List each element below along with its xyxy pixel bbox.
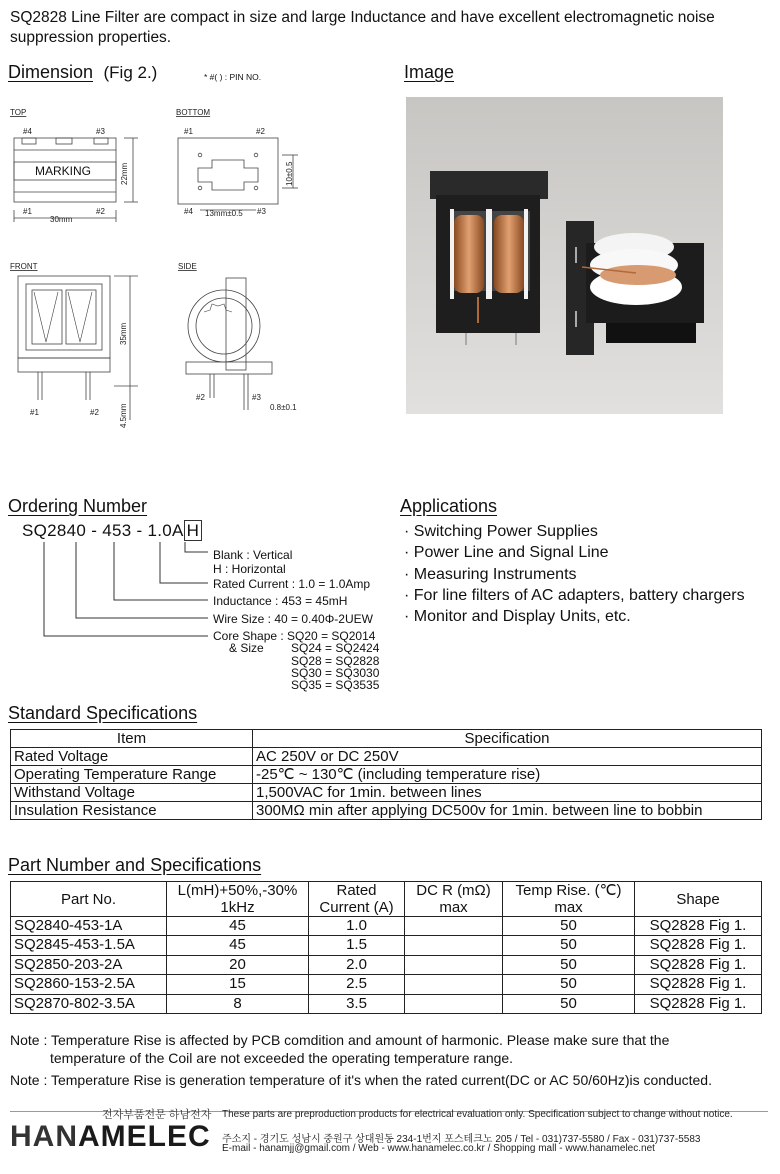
applications-title: Applications bbox=[400, 496, 498, 516]
pn-l: 45 bbox=[167, 917, 309, 936]
standard-title: Standard Specifications bbox=[8, 703, 198, 723]
pn-temp: 50 bbox=[503, 955, 635, 974]
front-pin1: #1 bbox=[30, 408, 39, 417]
ord-sq28: SQ28 = SQ2828 bbox=[291, 654, 380, 668]
dimension-title: Dimension bbox=[8, 62, 94, 82]
side-label: SIDE bbox=[178, 262, 197, 271]
note-1-line-1: Note : Temperature Rise is affected by PCB comdition and amount of harmonic. Please make sure that the bbox=[10, 1032, 670, 1048]
ord-core: Core Shape : SQ20 = SQ2014 bbox=[213, 629, 376, 643]
pn-current: 2.0 bbox=[309, 955, 405, 974]
table-row bbox=[11, 802, 762, 820]
pn-temp: 50 bbox=[503, 975, 635, 994]
pn-header-l1: L(mH)+50%,-30% bbox=[177, 882, 298, 899]
pn-dcr bbox=[405, 955, 503, 974]
note-2: Note : Temperature Rise is generation temperature of it's when the rated current(DC or AC 50/60Hz)is conducted. bbox=[10, 1072, 712, 1088]
dim-10: 10±0.5 bbox=[285, 161, 294, 186]
pn-shape: SQ2828 Fig 1. bbox=[635, 917, 762, 936]
ord-sq35: SQ35 = SQ3535 bbox=[291, 678, 380, 692]
pn-header-d bbox=[405, 882, 503, 917]
pn-header-t bbox=[503, 882, 635, 917]
ord-current: Rated Current : 1.0 = 1.0Amp bbox=[213, 577, 371, 591]
applications-list bbox=[404, 521, 745, 627]
pin-note: * #( ) : PIN NO. bbox=[204, 72, 262, 82]
code-current: 1.0A bbox=[147, 521, 184, 540]
ord-size: & Size bbox=[229, 641, 264, 655]
pn-header-part: Part No. bbox=[11, 882, 167, 917]
bottom-pin4: #4 bbox=[184, 207, 193, 216]
pn-header-t1: Temp Rise. (℃) bbox=[515, 882, 622, 899]
parts-title: Part Number and Specifications bbox=[8, 855, 262, 875]
code-sep1: - bbox=[86, 521, 103, 540]
pn-current: 1.5 bbox=[309, 936, 405, 955]
pn-current: 1.0 bbox=[309, 917, 405, 936]
ord-inductance: Inductance : 453 = 45mH bbox=[213, 594, 348, 608]
front-pin2: #2 bbox=[90, 408, 99, 417]
std-spec: 1,500VAC for 1min. between lines bbox=[253, 784, 762, 802]
pn-temp: 50 bbox=[503, 994, 635, 1013]
ordering-code bbox=[22, 521, 202, 541]
table-row bbox=[11, 975, 762, 994]
pn-l: 15 bbox=[167, 975, 309, 994]
side-pin2: #2 bbox=[196, 393, 205, 402]
table-row bbox=[11, 936, 762, 955]
dim-08: 0.8±0.1 bbox=[270, 403, 297, 412]
dimension-heading bbox=[8, 62, 157, 83]
bottom-pin2: #2 bbox=[256, 127, 265, 136]
intro-text: SQ2828 Line Filter are compact in size and large Inductance and have excellent electromagnetic noise suppression properties. bbox=[10, 9, 715, 46]
pn-header-d1: DC R (mΩ) bbox=[416, 882, 491, 899]
std-item: Operating Temperature Range bbox=[11, 766, 253, 784]
side-pin3: #3 bbox=[252, 393, 261, 402]
image-title: Image bbox=[404, 62, 455, 82]
pn-shape: SQ2828 Fig 1. bbox=[635, 994, 762, 1013]
dim-45: 4.5mm bbox=[119, 403, 128, 428]
pn-header-r1: Rated bbox=[336, 882, 377, 899]
application-item: · Power Line and Signal Line bbox=[404, 544, 609, 562]
top-pin4: #4 bbox=[23, 127, 32, 136]
pn-header-r bbox=[309, 882, 405, 917]
table-row bbox=[11, 917, 762, 936]
table-row bbox=[11, 784, 762, 802]
ord-wire: Wire Size : 40 = 0.40Φ-2UEW bbox=[213, 612, 373, 626]
pn-shape: SQ2828 Fig 1. bbox=[635, 975, 762, 994]
dim-22: 22mm bbox=[120, 162, 129, 185]
top-pin2: #2 bbox=[96, 207, 105, 216]
table-row bbox=[11, 955, 762, 974]
application-item: · Monitor and Display Units, etc. bbox=[404, 608, 631, 626]
pn-shape: SQ2828 Fig 1. bbox=[635, 936, 762, 955]
std-spec: -25℃ ~ 130℃ (including temperature rise) bbox=[253, 766, 762, 784]
pn-header-shape: Shape bbox=[635, 882, 762, 917]
ord-sq30: SQ30 = SQ3030 bbox=[291, 666, 380, 680]
pn-part: SQ2840-453-1A bbox=[11, 917, 167, 936]
line-filter-image bbox=[406, 97, 723, 414]
pn-dcr bbox=[405, 975, 503, 994]
pn-temp: 50 bbox=[503, 917, 635, 936]
pn-current: 2.5 bbox=[309, 975, 405, 994]
product-photo bbox=[406, 97, 723, 414]
code-core: SQ2840 bbox=[22, 521, 87, 540]
pn-dcr bbox=[405, 917, 503, 936]
standard-spec-table bbox=[10, 729, 762, 820]
code-sep2: - bbox=[131, 521, 148, 540]
code-mount: H bbox=[184, 520, 203, 541]
pn-current: 3.5 bbox=[309, 994, 405, 1013]
application-item: · For line filters of AC adapters, battery chargers bbox=[404, 586, 745, 604]
dimension-fig: (Fig 2.) bbox=[103, 63, 158, 82]
address-line: 주소지 - 경기도 성남시 중원구 상대원동 234-1번지 포스테크노 205 / Tel - 031)737-5580 / Fax - 031)737-5583 bbox=[222, 1134, 701, 1145]
std-spec: AC 250V or DC 250V bbox=[253, 748, 762, 766]
top-pin1: #1 bbox=[23, 207, 32, 216]
dim-30: 30mm bbox=[50, 215, 73, 224]
pn-header-l2: 1kHz bbox=[220, 899, 255, 916]
pn-header-r2: Current (A) bbox=[319, 899, 394, 916]
pn-temp: 50 bbox=[503, 936, 635, 955]
note-1-line-2: temperature of the Coil are not exceeded the operating temperature range. bbox=[50, 1050, 514, 1066]
bottom-pin1: #1 bbox=[184, 127, 193, 136]
std-header-item: Item bbox=[11, 730, 253, 748]
ordering-leader-lines bbox=[0, 540, 220, 640]
marking-label: MARKING bbox=[35, 164, 92, 178]
table-row bbox=[11, 994, 762, 1013]
ord-horizontal: H : Horizontal bbox=[213, 562, 286, 576]
table-row bbox=[11, 748, 762, 766]
pn-dcr bbox=[405, 936, 503, 955]
logo-subtitle: 전자부품전문 하남전자 bbox=[102, 1109, 212, 1121]
disclaimer: These parts are preproduction products for electrical evaluation only. Specification subject to change without notice. bbox=[222, 1109, 733, 1120]
bottom-pin3: #3 bbox=[257, 207, 266, 216]
application-item: · Measuring Instruments bbox=[404, 565, 577, 583]
front-label: FRONT bbox=[10, 262, 38, 271]
std-item: Withstand Voltage bbox=[11, 784, 253, 802]
pn-part: SQ2845-453-1.5A bbox=[11, 936, 167, 955]
pn-header-l bbox=[167, 882, 309, 917]
pn-shape: SQ2828 Fig 1. bbox=[635, 955, 762, 974]
std-spec: 300MΩ min after applying DC500v for 1min. between line to bobbin bbox=[253, 802, 762, 820]
table-row bbox=[11, 766, 762, 784]
logo-amelec: AMELEC bbox=[78, 1120, 211, 1153]
pn-header-d2: max bbox=[439, 899, 468, 916]
hanamelec-logo bbox=[10, 1109, 212, 1154]
std-item: Insulation Resistance bbox=[11, 802, 253, 820]
pn-l: 20 bbox=[167, 955, 309, 974]
dim-13: 13mm±0.5 bbox=[205, 209, 243, 218]
logo-han: HAN bbox=[10, 1120, 78, 1153]
top-label: TOP bbox=[10, 108, 27, 117]
ord-sq24: SQ24 = SQ2424 bbox=[291, 641, 380, 655]
pn-part: SQ2860-153-2.5A bbox=[11, 975, 167, 994]
contact-line: E-mail - hanamjj@gmail.com / Web - www.hanamelec.co.kr / Shopping mall - www.hanamelec.net bbox=[222, 1143, 655, 1154]
pn-part: SQ2850-203-2A bbox=[11, 955, 167, 974]
part-spec-table bbox=[10, 881, 762, 1014]
dim-35: 35mm bbox=[119, 322, 128, 345]
top-pin3: #3 bbox=[96, 127, 105, 136]
std-item: Rated Voltage bbox=[11, 748, 253, 766]
pn-l: 8 bbox=[167, 994, 309, 1013]
bottom-label: BOTTOM bbox=[176, 108, 211, 117]
application-item: · Switching Power Supplies bbox=[404, 523, 598, 540]
pn-dcr bbox=[405, 994, 503, 1013]
std-header-spec: Specification bbox=[253, 730, 762, 748]
dimension-drawing bbox=[0, 100, 390, 430]
pn-l: 45 bbox=[167, 936, 309, 955]
ord-blank: Blank : Vertical bbox=[213, 548, 293, 562]
pn-part: SQ2870-802-3.5A bbox=[11, 994, 167, 1013]
code-inductance: 453 bbox=[102, 521, 132, 540]
ordering-title: Ordering Number bbox=[8, 496, 148, 516]
pn-header-t2: max bbox=[554, 899, 583, 916]
